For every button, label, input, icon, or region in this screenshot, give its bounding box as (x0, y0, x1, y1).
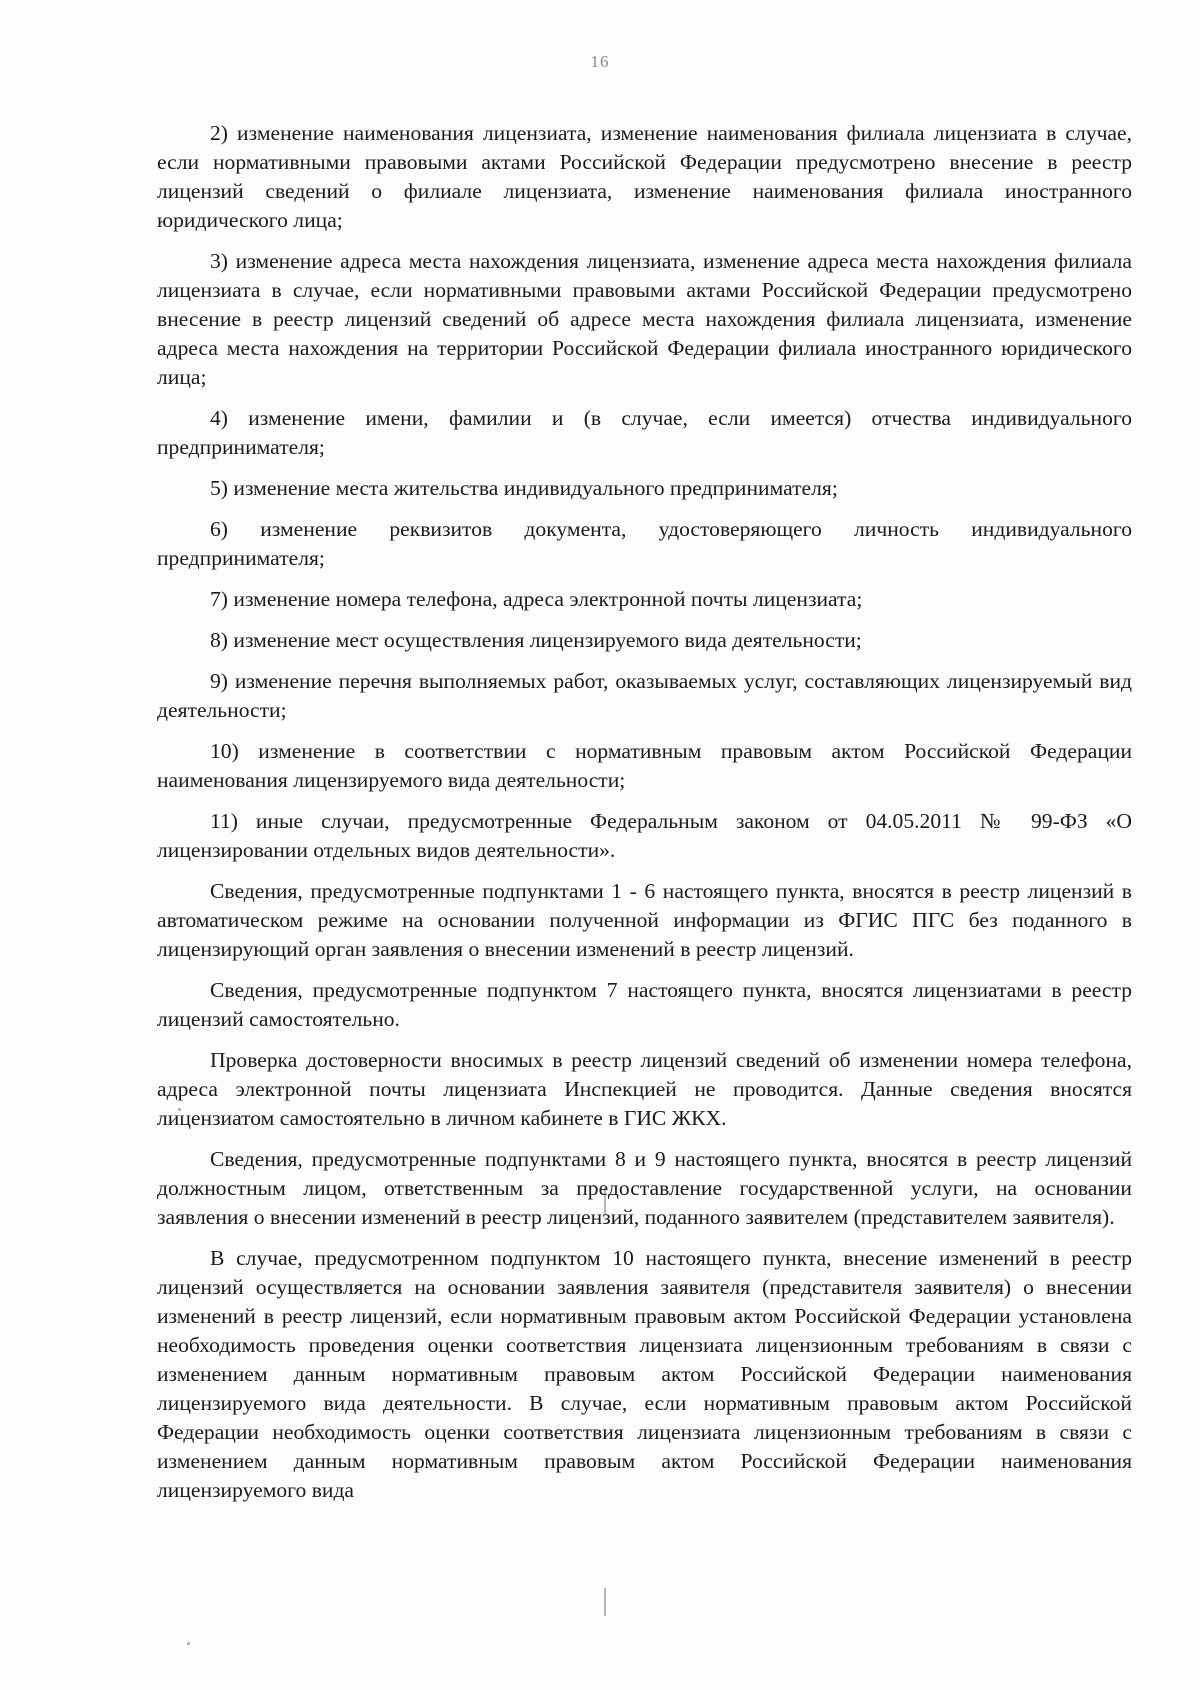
paragraph: Проверка достоверности вносимых в реестр лицензий сведений об изменении номера телефона, адреса электронной почты лицензиата Инспекцией не проводится. Данные сведения вносятся лицензиатом самостоятельно в личном кабинете в ГИС ЖКХ. (157, 1048, 1132, 1130)
paragraph: 10) изменение в соответствии с нормативным правовым актом Российской Федерации наименования лицензируемого вида деятельности; (157, 739, 1132, 792)
paragraph: 5) изменение места жительства индивидуального предпринимателя; (210, 476, 838, 500)
scan-artifact (604, 1588, 606, 1616)
paragraph: Сведения, предусмотренные подпунктами 8 и 9 настоящего пункта, вносятся в реестр лицензий должностным лицом, ответственным за предоставление государственной услуги, на основании заявления о внесении изменений в реестр лицензий, поданного заявителем (представителем заявителя). (157, 1147, 1132, 1229)
paragraph: 2) изменение наименования лицензиата, изменение наименования филиала лицензиата в случае, если нормативными правовыми актами Российской Федерации предусмотрено внесение в реестр лицензий сведений о филиале лицензиата, изменение наименования филиала иностранного юридического лица; (157, 121, 1132, 232)
paragraph: 9) изменение перечня выполняемых работ, оказываемых услуг, составляющих лицензируемый вид деятельности; (157, 669, 1132, 722)
page-number: 16 (590, 52, 610, 71)
document-body (157, 119, 1132, 1517)
paragraph: 6) изменение реквизитов документа, удостоверяющего личность индивидуального предпринимателя; (157, 517, 1132, 570)
paragraph: 8) изменение мест осуществления лицензируемого вида деятельности; (210, 628, 862, 652)
paragraph: 7) изменение номера телефона, адреса электронной почты лицензиата; (210, 587, 863, 611)
scan-artifact (187, 1642, 190, 1645)
paragraph: Сведения, предусмотренные подпунктами 1 - 6 настоящего пункта, вносятся в реестр лицензий в автоматическом режиме на основании полученной информации из ФГИС ПГС без поданного в лицензирующий орган заявления о внесении изменений в реестр лицензий. (157, 879, 1132, 961)
paragraph: Сведения, предусмотренные подпунктом 7 настоящего пункта, вносятся лицензиатами в реестр лицензий самостоятельно. (157, 978, 1132, 1031)
paragraph: 3) изменение адреса места нахождения лицензиата, изменение адреса места нахождения филиала лицензиата в случае, если нормативными правовыми актами Российской Федерации предусмотрено внесение в реестр лицензий сведений об адресе места нахождения филиала лицензиата, изменение адреса места нахождения на территории Российской Федерации филиала иностранного юридического лица; (157, 249, 1132, 389)
paragraph: 4) изменение имени, фамилии и (в случае, если имеется) отчества индивидуального предпринимателя; (157, 406, 1132, 459)
paragraph: В случае, предусмотренном подпунктом 10 настоящего пункта, внесение изменений в реестр лицензий осуществляется на основании заявления заявителя (представителя заявителя) о внесении изменений в реестр лицензий, если нормативным правовым актом Российской Федерации установлена необходимость проведения оценки соответствия лицензиата лицензионным требованиям в связи с изменением данным нормативным правовым актом Российской Федерации наименования лицензируемого вида деятельности. В случае, если нормативным правовым актом Российской Федерации необходимость оценки соответствия лицензиата лицензионным требованиям в связи с изменением данным нормативным правовым актом Российской Федерации наименования лицензируемого вида (157, 1246, 1132, 1502)
paragraph: 11) иные случаи, предусмотренные Федеральным законом от 04.05.2011 № 99-ФЗ «О лицензировании отдельных видов деятельности». (157, 809, 1132, 862)
